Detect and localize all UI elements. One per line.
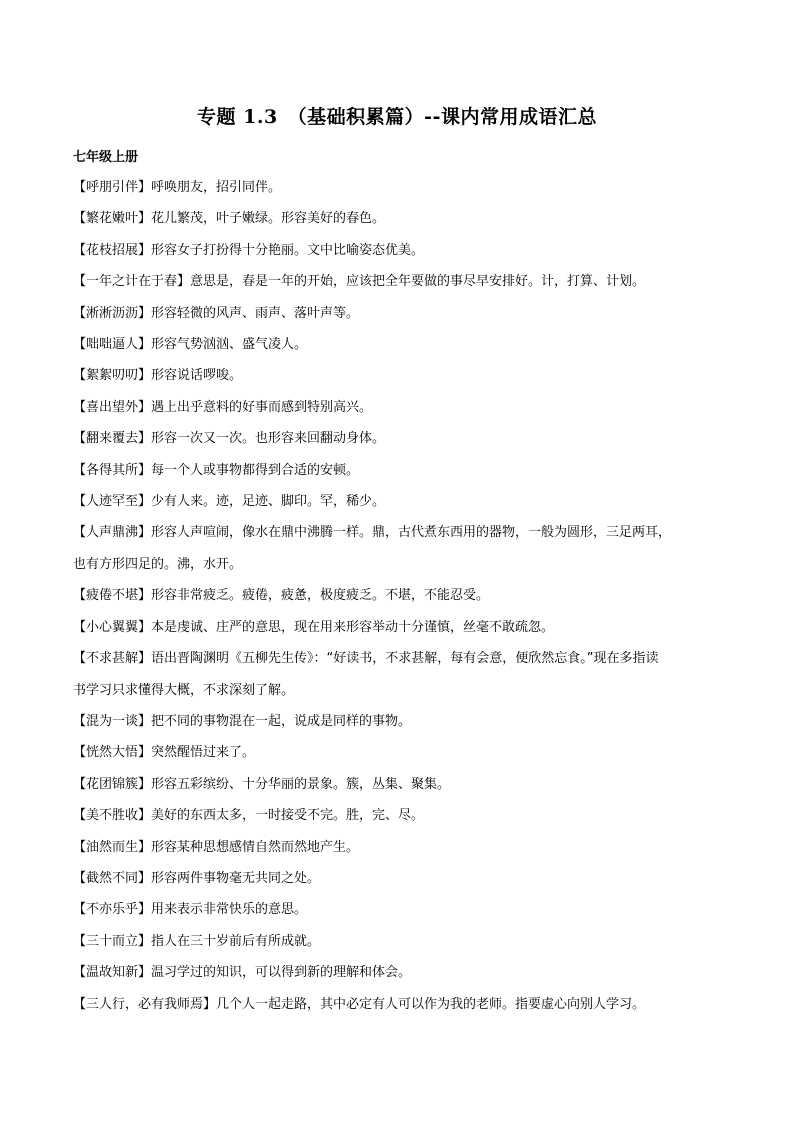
idiom-definition: 形容一次又一次。也形容来回翻动身体。 [151, 431, 386, 447]
idiom-definition: 美好的东西太多，一时接受不完。胜，完、尽。 [151, 808, 425, 824]
idiom-definition: 花儿繁茂，叶子嫩绿。形容美好的春色。 [151, 211, 386, 227]
idiom-entry [73, 486, 723, 517]
idiom-definition: 用来表示非常快乐的意思。 [151, 902, 308, 918]
idiom-definition: 突然醒悟过来了。 [151, 745, 256, 761]
idiom-definition: 少有人来。迹，足迹、脚印。罕，稀少。 [151, 494, 386, 510]
idiom-entry [73, 832, 723, 863]
idiom-list [73, 172, 723, 1020]
idiom-term: 【喜出望外】 [73, 399, 152, 415]
idiom-entry [73, 392, 723, 423]
idiom-entry [73, 894, 723, 925]
idiom-term: 【美不胜收】 [73, 808, 152, 824]
idiom-definition: 语出晋陶渊明《五柳先生传》：“好读书，不求甚解，每有会意，便欣然忘食。”现在多指读 [151, 651, 659, 667]
idiom-term: 【混为一谈】 [73, 713, 152, 729]
idiom-entry [73, 172, 723, 203]
idiom-entry [73, 298, 723, 329]
idiom-entry [73, 926, 723, 957]
idiom-term: 【絮絮叨叨】 [73, 368, 152, 384]
idiom-entry [73, 957, 723, 988]
idiom-entry [73, 455, 723, 486]
idiom-term: 【不求甚解】 [73, 651, 152, 667]
idiom-definition: 形容女子打扮得十分艳丽。文中比喻姿态优美。 [151, 242, 425, 258]
idiom-entry [73, 517, 723, 580]
document-title: 专题 1.3 （基础积累篇）--课内常用成语汇总 [197, 106, 597, 128]
idiom-entry [73, 580, 723, 611]
idiom-term: 【不亦乐乎】 [73, 902, 152, 918]
idiom-definition-continued: 也有方形四足的。沸，水开。 [73, 556, 243, 572]
idiom-entry [73, 989, 723, 1020]
idiom-entry [73, 360, 723, 391]
idiom-entry [73, 423, 723, 454]
idiom-term: 【一年之计在于春】 [73, 274, 191, 290]
idiom-definition: 形容说话啰唆。 [151, 368, 243, 384]
idiom-definition: 形容轻微的风声、雨声、落叶声等。 [151, 305, 360, 321]
idiom-definition: 形容人声喧闹，像水在鼎中沸腾一样。鼎，古代煮东西用的器物，一般为圆形，三足两耳， [151, 525, 672, 541]
idiom-entry [73, 800, 723, 831]
idiom-term: 【淅淅沥沥】 [73, 305, 152, 321]
idiom-term: 【油然而生】 [73, 839, 152, 855]
idiom-term: 【小心翼翼】 [73, 619, 152, 635]
idiom-term: 【花枝招展】 [73, 242, 152, 258]
idiom-definition: 每一个人或事物都得到合适的安顿。 [151, 462, 360, 478]
idiom-entry [73, 769, 723, 800]
idiom-definition: 把不同的事物混在一起，说成是同样的事物。 [151, 713, 412, 729]
idiom-entry [73, 737, 723, 768]
idiom-term: 【各得其所】 [73, 462, 152, 478]
idiom-definition: 遇上出乎意料的好事而感到特别高兴。 [151, 399, 373, 415]
idiom-definition: 本是虔诚、庄严的意思，现在用来形容举动十分谨慎，丝毫不敢疏忽。 [151, 619, 555, 635]
idiom-term: 【温故知新】 [73, 965, 152, 981]
idiom-term: 【三人行，必有我师焉】 [73, 996, 217, 1012]
idiom-term: 【疲倦不堪】 [73, 588, 152, 604]
idiom-term: 【繁花嫩叶】 [73, 211, 152, 227]
idiom-definition: 几个人一起走路，其中必定有人可以作为我的老师。指要虚心向别人学习。 [216, 996, 646, 1012]
idiom-entry [73, 863, 723, 894]
idiom-entry [73, 612, 723, 643]
idiom-entry [73, 643, 723, 706]
idiom-term: 【咄咄逼人】 [73, 337, 152, 353]
idiom-term: 【呼朋引伴】 [73, 180, 152, 195]
idiom-term: 【恍然大悟】 [73, 745, 152, 761]
idiom-definition: 形容两件事物毫无共同之处。 [151, 870, 321, 886]
idiom-term: 【三十而立】 [73, 933, 152, 949]
idiom-entry [73, 706, 723, 737]
idiom-term: 【截然不同】 [73, 870, 152, 886]
idiom-definition: 温习学过的知识，可以得到新的理解和体会。 [151, 965, 412, 981]
idiom-definition: 形容非常疲乏。疲倦，疲惫，极度疲乏。不堪，不能忍受。 [151, 588, 490, 604]
idiom-definition-continued: 书学习只求懂得大概，不求深刻了解。 [73, 682, 295, 698]
idiom-term: 【人声鼎沸】 [73, 525, 152, 541]
idiom-entry [73, 235, 723, 266]
idiom-definition: 形容五彩缤纷、十分华丽的景象。簇，丛集、聚集。 [151, 776, 451, 792]
idiom-definition: 意思是，春是一年的开始，应该把全年要做的事尽早安排好。计，打算、计划。 [190, 274, 646, 290]
idiom-term: 【人迹罕至】 [73, 494, 152, 510]
idiom-entry [73, 329, 723, 360]
idiom-definition: 形容某种思想感情自然而然地产生。 [151, 839, 360, 855]
idiom-definition: 呼唤朋友，招引同伴。 [151, 180, 282, 195]
idiom-entry [73, 266, 723, 297]
idiom-entry [73, 203, 723, 234]
section-heading: 七年级上册 [73, 150, 139, 165]
idiom-term: 【花团锦簇】 [73, 776, 152, 792]
idiom-term: 【翻来覆去】 [73, 431, 152, 447]
idiom-definition: 形容气势汹汹、盛气凌人。 [151, 337, 308, 353]
idiom-definition: 指人在三十岁前后有所成就。 [151, 933, 321, 949]
